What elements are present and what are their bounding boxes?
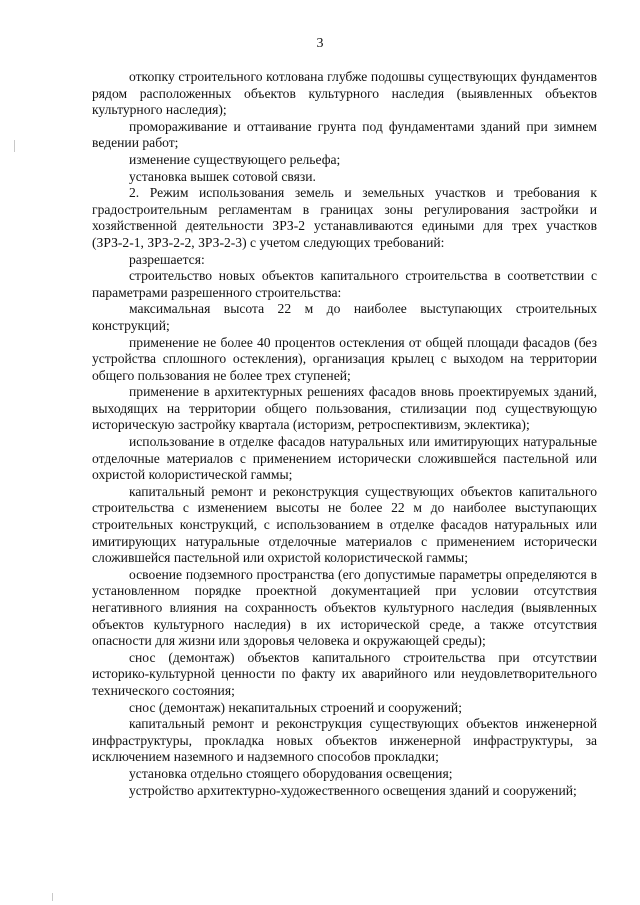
paragraph: использование в отделке фасадов натуральных или имитирующих натуральные отделочные материалов с применением исторически сложившейся пастельной или охристой колористической гаммы; [92, 434, 597, 483]
section-paragraph: 2. Режим использования земель и земельных участков и требования к градостроительным регламентам в границах зоны регулирования застройки и хозяйственной деятельности ЗРЗ-2 устанавливаются едиными для трех участков (ЗРЗ-2-1, ЗРЗ-2-2, ЗРЗ-2-3) с учетом следующих требований: [92, 185, 597, 250]
paragraph: промораживание и оттаивание грунта под фундаментами зданий при зимнем ведении работ; [92, 118, 597, 151]
paragraph: откопку строительного котлована глубже подошвы существующих фундаментов рядом расположенных объектов культурного наследия (выявленных объектов культурного наследия); [92, 69, 597, 118]
paragraph: установка вышек сотовой связи. [129, 168, 316, 184]
page-number: 3 [316, 36, 324, 51]
document-body [92, 69, 597, 799]
paragraph: устройство архитектурно-художественного освещения зданий и сооружений; [129, 782, 577, 798]
paragraph: снос (демонтаж) некапитальных строений и сооружений; [129, 699, 462, 715]
paragraph: капитальный ремонт и реконструкция существующих объектов инженерной инфраструктуры, прокладка новых объектов инженерной инфраструктуры, за исключением наземного и надземного способов прокладки; [92, 716, 597, 765]
paragraph: применение в архитектурных решениях фасадов вновь проектируемых зданий, выходящих на территории общего пользования, стилизации под существующую историческую застройку квартала (историзм, ретроспективизм, эклектика); [92, 384, 597, 433]
paragraph: освоение подземного пространства (его допустимые параметры определяются в установленном порядке проектной документацией при условии отсутствия негативного влияния на сохранность объектов культурного наследия (выявленных объектов культурного наследия) в их исторической среде, а также отсутствия опасности для жизни или здоровья человека и окружающей среды); [92, 566, 597, 649]
paragraph: установка отдельно стоящего оборудования освещения; [129, 765, 453, 781]
paragraph: максимальная высота 22 м до наиболее выступающих строительных конструкций; [92, 301, 597, 333]
paragraph: разрешается: [129, 251, 205, 267]
paragraph: снос (демонтаж) объектов капитального строительства при отсутствии историко-культурной ценности по факту их аварийного или неудовлетворительного технического состояния; [92, 649, 597, 698]
paragraph: капитальный ремонт и реконструкция существующих объектов капитального строительства с изменением высоты не более 22 м до наиболее выступающих строительных конструкций, с использованием в отделке фасадов натуральных или имитирующих натуральные отделочные материалов с применением исторически сложившейся пастельной или охристой колористической гаммы; [92, 483, 597, 566]
scan-artifact-mark [14, 140, 15, 152]
paragraph: строительство новых объектов капитального строительства в соответствии с параметрами разрешенного строительства: [92, 268, 597, 300]
paragraph: применение не более 40 процентов остекления от общей площади фасадов (без устройства сплошного остекления), организация крылец с выходом на территории общего пользования не более трех ступеней; [92, 334, 597, 383]
scan-artifact-mark [52, 893, 53, 901]
paragraph: изменение существующего рельефа; [129, 151, 341, 167]
